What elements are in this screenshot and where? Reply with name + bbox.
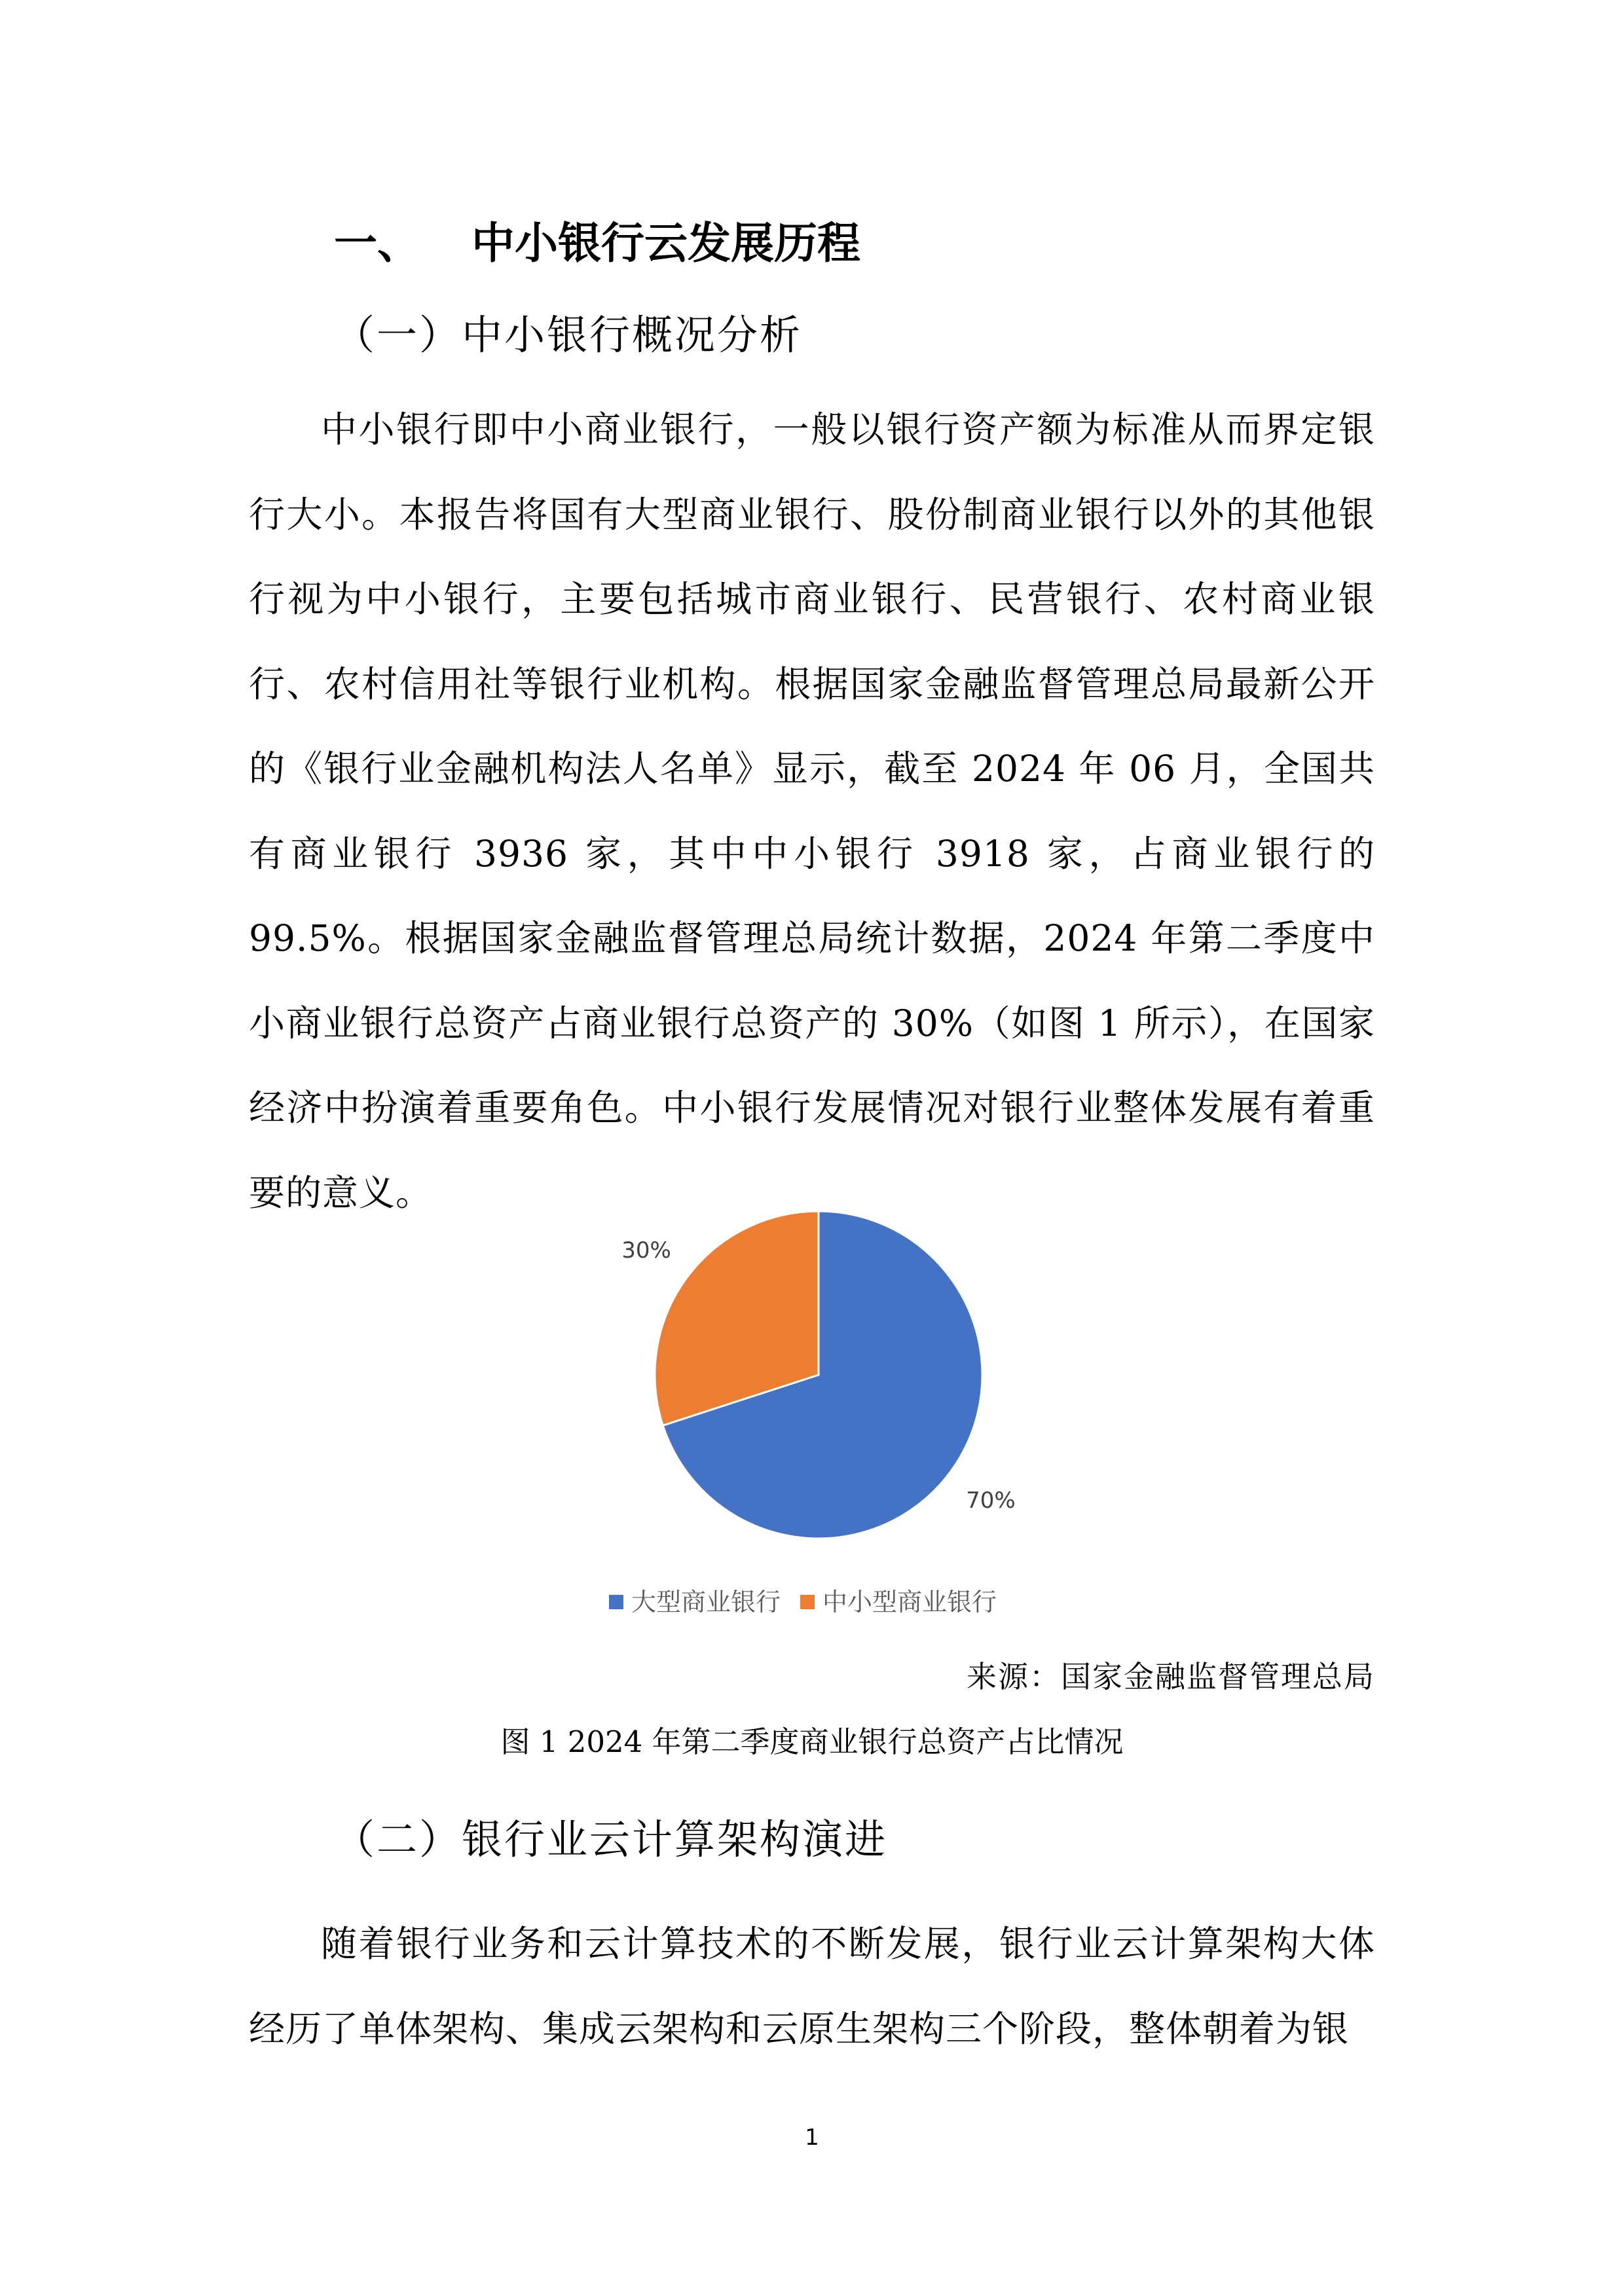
chapter-heading [334,208,860,270]
body-paragraph-1: 中小银行即中小商业银行，一般以银行资产额为标准从而界定银行大小。本报告将国有大型商业银行、股份制商业银行以外的其他银行视为中小银行，主要包括城市商业银行、民营银行、农村商业银行、农村信用社等银行业机构。根据国家金融监督管理总局最新公开的《银行业金融机构法人名单》显示，截至 2024 年 06 月，全国共有商业银行 3936 家，其中中小银行 3918 家，占商业银行的 99.5%。根据国家金融监督管理总局统计数据，2024 年第二季度中小商业银行总资产占商业银行总资产的 30%（如图 1 所示），在国家经济中扮演着重要角色。中小银行发展情况对银行业整体发展有着重要的意义。 [249,409,1375,1214]
pie-label-1: 70% [966,1487,1016,1514]
section-heading-1: （一）中小银行概况分析 [334,311,803,359]
page-number: 1 [805,2124,819,2151]
chapter-title: 中小银行云发展历程 [471,218,860,268]
chapter-number: 一、 [334,218,420,268]
source-note: 来源：国家金融监督管理总局 [967,1659,1375,1694]
legend-swatch-2 [800,1595,815,1609]
pie-label-2: 30% [621,1237,671,1264]
pie-chart [550,1165,1074,1637]
body-paragraph-2: 随着银行业务和云计算技术的不断发展，银行业云计算架构大体经历了单体架构、集成云架构和云原生架构三个阶段，整体朝着为银 [249,1923,1375,2050]
pie-slices [655,1211,982,1539]
figure-caption: 图 1 2024 年第二季度商业银行总资产占比情况 [500,1724,1124,1759]
legend-label-2: 中小型商业银行 [822,1588,997,1616]
chart-legend [609,1588,997,1616]
section-heading-2: （二）银行业云计算架构演进 [334,1815,888,1863]
legend-label-1: 大型商业银行 [631,1588,781,1616]
legend-swatch-1 [609,1595,623,1609]
